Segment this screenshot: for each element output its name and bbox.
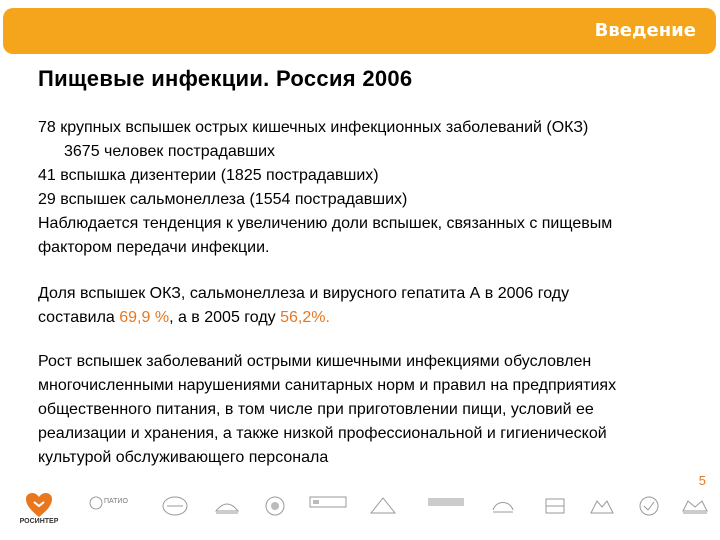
brand-emblem	[680, 495, 710, 517]
body-line: Наблюдается тенденция к увеличению доли вспышек, связанных с пищевым	[38, 215, 613, 232]
slide-title: Пищевые инфекции. Россия 2006	[38, 66, 413, 91]
brand-logo-13	[678, 495, 712, 517]
header-bar	[3, 8, 716, 54]
brand-logo-3	[158, 495, 192, 517]
brand-emblem	[587, 495, 617, 517]
brand-emblem	[260, 495, 290, 517]
brand-emblem	[634, 495, 664, 517]
rosinter-wordmark: РОСИНТЕР	[19, 518, 59, 525]
body-line: 29 вспышек сальмонеллеза (1554 пострадавших)	[38, 191, 408, 208]
section-title: Введение	[594, 20, 696, 41]
brand-emblem	[212, 495, 242, 517]
body-line	[38, 306, 698, 330]
slide-body	[38, 116, 698, 470]
highlight-value-2006: 69,9 %	[119, 309, 170, 326]
body-line: 41 вспышка дизентерии (1825 пострадавших)	[38, 167, 379, 184]
body-line: реализации и хранения, а также низкой профессиональной и гигиенической	[38, 425, 607, 442]
brand-logo-5	[258, 495, 292, 517]
brand-logo-7	[366, 495, 400, 517]
brand-logo-6	[306, 495, 350, 517]
brand-emblem	[160, 495, 190, 517]
brand-emblem	[488, 495, 518, 517]
patio-wordmark: ПАТИО	[104, 498, 128, 505]
brand-logo-4	[210, 495, 244, 517]
brand-emblem	[368, 495, 398, 517]
body-line: Доля вспышек ОКЗ, сальмонеллеза и вирусного гепатита А в 2006 году	[38, 285, 570, 302]
body-text: , а в 2005 году	[169, 309, 281, 326]
patio-logo	[88, 495, 130, 517]
body-line: Рост вспышек заболеваний острыми кишечными инфекциями обусловлен	[38, 353, 592, 370]
brand-emblem	[426, 495, 466, 509]
brand-logo-12	[632, 495, 666, 517]
body-text: составила	[38, 309, 120, 326]
brand-emblem	[540, 495, 570, 517]
body-line: общественного питания, в том числе при приготовлении пищи, условий ее	[38, 401, 594, 418]
body-line: многочисленными нарушениями санитарных норм и правил на предприятиях	[38, 377, 617, 394]
brand-logo-11	[585, 495, 619, 517]
body-line: 3675 человек пострадавших	[64, 143, 276, 160]
rosinter-logo	[14, 492, 64, 525]
body-line: 78 крупных вспышек острых кишечных инфекционных заболеваний (ОКЗ)	[38, 119, 589, 136]
brand-logo-9	[486, 495, 520, 517]
body-line: фактором передачи инфекции.	[38, 239, 270, 256]
page-number: 5	[698, 473, 706, 488]
brand-logo-8	[424, 495, 468, 517]
highlight-value-2005: 56,2%.	[280, 309, 330, 326]
footer-logos	[0, 487, 720, 540]
brand-emblem	[308, 495, 348, 509]
body-line: культурой обслуживающего персонала	[38, 449, 329, 466]
brand-logo-10	[538, 495, 572, 517]
heart-icon	[25, 492, 53, 518]
